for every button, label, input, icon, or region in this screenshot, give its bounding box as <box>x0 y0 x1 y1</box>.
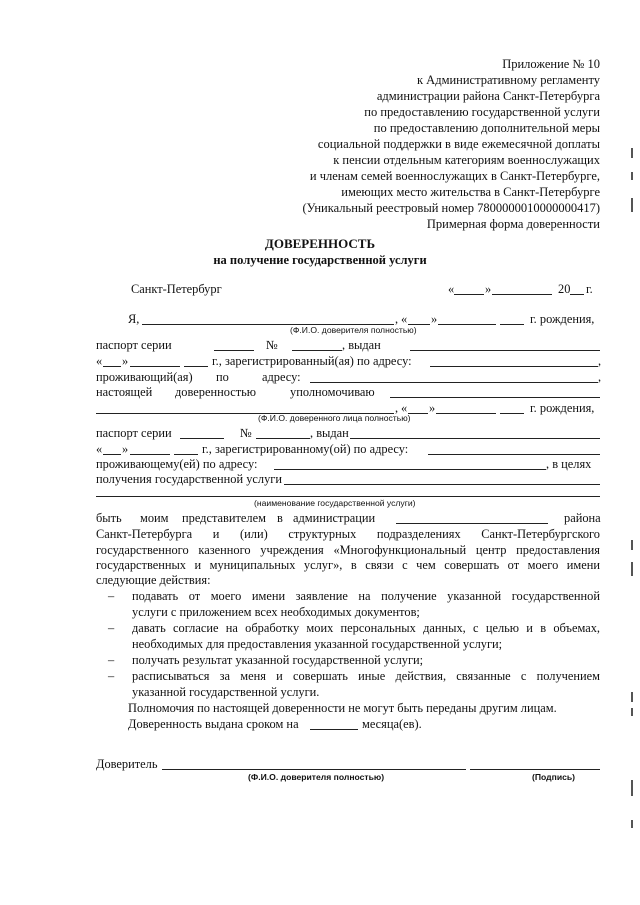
authorize-extra-line[interactable] <box>390 397 600 398</box>
birth-day-open: « <box>401 312 408 326</box>
paragraph-line: государственных и муниципальных услуг», в связи с чем совершать от моего имени <box>96 558 600 572</box>
header-line: имеющих место жительства в Санкт-Петербурге <box>341 185 600 199</box>
date-open-quote: « <box>448 282 455 296</box>
service-name-line-1[interactable] <box>284 484 600 485</box>
agent-birth-day-line[interactable] <box>408 413 428 414</box>
term-prefix: Доверенность выдана сроком на <box>128 717 299 731</box>
comma: , <box>395 401 399 415</box>
year-suffix: г. <box>586 282 593 296</box>
authorize-word1: настоящей <box>96 385 153 399</box>
header-line: социальной поддержки в виде ежемесячной доплаты <box>317 137 600 151</box>
year-line[interactable] <box>570 294 584 295</box>
date-month-line[interactable] <box>492 294 552 295</box>
rep-word1: быть <box>96 511 122 525</box>
bullet-line: расписываться за меня и совершать иные действия, связанные с получением <box>132 669 600 683</box>
signature-sign-caption: (Подпись) <box>532 772 576 782</box>
principal-living-word3: адресу: <box>262 370 301 384</box>
date-day-line[interactable] <box>454 294 484 295</box>
principal-issue-day-line[interactable] <box>103 366 121 367</box>
principal-passport-series-line[interactable] <box>214 350 254 351</box>
header-line: Приложение № 10 <box>502 57 600 71</box>
for-purposes-label: , в целях <box>546 457 592 471</box>
rep-word3: представителем <box>182 511 266 525</box>
passport-number-sign: № <box>266 338 278 352</box>
rayona-word: района <box>564 511 601 525</box>
issue-day-close: » <box>122 354 129 368</box>
principal-issue-year-line[interactable] <box>184 366 208 367</box>
year-prefix: 20 <box>558 282 571 296</box>
header-line: Примерная форма доверенности <box>426 217 600 231</box>
agent-issued-label: , выдан <box>310 426 349 440</box>
birth-label: г. рождения, <box>530 312 595 326</box>
comma: , <box>598 370 602 384</box>
paragraph-line-last: следующие действия: <box>96 573 211 587</box>
principal-fio-caption: (Ф.И.О. доверителя полностью) <box>290 325 417 335</box>
agent-registration-address-line[interactable] <box>428 454 600 455</box>
paragraph-line: Санкт-Петербурга и (или) структурных подразделениях Санкт-Петербургского <box>96 527 600 541</box>
bullet-line: подавать от моего имени заявление на получение указанной государственной <box>132 589 600 603</box>
principal-signature-label: Доверитель <box>96 757 158 771</box>
agent-birth-year-line[interactable] <box>500 413 524 414</box>
bullet-line: услуги с приложением всех необходимых документов; <box>132 605 420 619</box>
principal-fio-signature-line[interactable] <box>162 769 466 770</box>
service-name-line-2[interactable] <box>96 496 600 497</box>
principal-issued-line[interactable] <box>410 350 600 351</box>
bullet-line: давать согласие на обработку моих персональных данных, с целью и в объемах, <box>132 621 600 635</box>
agent-passport-number-sign: № <box>240 426 252 440</box>
comma: , <box>598 354 602 368</box>
date-close-quote: » <box>485 282 492 296</box>
agent-issue-year-line[interactable] <box>174 454 198 455</box>
agent-living-address-line[interactable] <box>274 469 546 470</box>
ya-label: Я, <box>128 312 140 326</box>
header-line: по предоставлению дополнительной меры <box>373 121 600 135</box>
principal-registration-address-line[interactable] <box>430 366 598 367</box>
agent-issue-day-open: « <box>96 442 103 456</box>
bullet-dash: – <box>108 621 115 635</box>
header-line: администрации района Санкт-Петербурга <box>376 89 600 103</box>
place-label: Санкт-Петербург <box>131 282 222 296</box>
birth-day-close: » <box>431 312 438 326</box>
passport-series-label: паспорт серии <box>96 338 172 352</box>
rep-word2: моим <box>140 511 169 525</box>
document-subtitle: на получение государственной услуги <box>213 253 427 267</box>
header-line: по предоставлению государственной услуги <box>364 105 600 119</box>
agent-passport-series-label: паспорт серии <box>96 426 172 440</box>
rep-word5: администрации <box>293 511 376 525</box>
agent-issue-month-line[interactable] <box>130 454 170 455</box>
issued-label: , выдан <box>342 338 381 352</box>
bullet-dash: – <box>108 653 115 667</box>
term-months-line[interactable] <box>310 729 358 730</box>
principal-birth-month-line[interactable] <box>438 324 496 325</box>
receiving-service-label: получения государственной услуги <box>96 472 283 486</box>
principal-signature-line[interactable] <box>470 769 600 770</box>
bullet-dash: – <box>108 669 115 683</box>
scan-edge-marks <box>631 0 633 905</box>
bullet-dash: – <box>108 589 115 603</box>
agent-birth-label: г. рождения, <box>530 401 595 415</box>
agent-issue-day-close: » <box>122 442 129 456</box>
agent-birth-day-open: « <box>401 401 408 415</box>
no-transfer-clause: Полномочия по настоящей доверенности не могут быть переданы другим лицам. <box>128 701 557 715</box>
term-suffix: месяца(ев). <box>362 717 422 731</box>
authorize-word2: доверенностью <box>175 385 257 399</box>
service-name-caption: (наименование государственной услуги) <box>254 498 416 508</box>
principal-living-address-line[interactable] <box>310 382 598 383</box>
authorize-word3: уполномочиваю <box>290 385 375 399</box>
header-line: к Административному регламенту <box>416 73 600 87</box>
rep-word4: в <box>277 511 283 525</box>
bullet-line: получать результат указанной государственной услуги; <box>132 653 424 667</box>
bullet-line: указанной государственной услуги. <box>132 685 320 699</box>
agent-issue-day-line[interactable] <box>103 454 121 455</box>
principal-living-word2: по <box>216 370 229 384</box>
agent-living-label: проживающему(ей) по адресу: <box>96 457 258 471</box>
agent-birth-month-line[interactable] <box>436 413 496 414</box>
paragraph-line: государственного казенного учреждения «Многофункциональный центр предоставления <box>96 543 600 557</box>
principal-birth-year-line[interactable] <box>500 324 524 325</box>
agent-fio-caption: (Ф.И.О. доверенного лица полностью) <box>258 413 411 423</box>
bullet-line: необходимых для предоставления указанной государственной услуги; <box>132 637 503 651</box>
header-line: и членам семей военнослужащих в Санкт-Петербурге, <box>309 169 600 183</box>
principal-living-word1: проживающий(ая) <box>96 370 193 384</box>
agent-registration-label: г., зарегистрированному(ой) по адресу: <box>202 442 409 456</box>
signature-fio-caption: (Ф.И.О. доверителя полностью) <box>248 772 385 782</box>
agent-issued-line[interactable] <box>350 438 600 439</box>
agent-birth-day-close: » <box>429 401 436 415</box>
header-line: (Уникальный реестровый номер 7800000010000000417) <box>302 201 600 215</box>
issue-day-open: « <box>96 354 103 368</box>
header-line: к пенсии отдельным категориям военнослужащих <box>333 153 600 167</box>
agent-passport-number-line[interactable] <box>256 438 310 439</box>
principal-issue-month-line[interactable] <box>130 366 180 367</box>
document-title: ДОВЕРЕННОСТЬ <box>264 236 376 251</box>
administration-name-line[interactable] <box>396 523 548 524</box>
agent-passport-series-line[interactable] <box>180 438 224 439</box>
principal-passport-number-line[interactable] <box>292 350 342 351</box>
comma: , <box>395 312 399 326</box>
principal-registration-label: г., зарегистрированный(ая) по адресу: <box>212 354 412 368</box>
